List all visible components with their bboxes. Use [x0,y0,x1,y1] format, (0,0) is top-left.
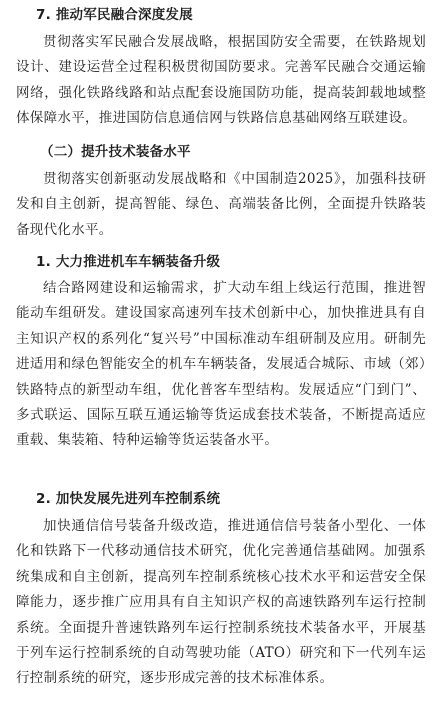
section-paragraph-rolling-stock: 结合路网建设和运输需求，扩大动车组上线运行范围，推进智能动车组研发。建设国家高速列车技术创新中心，加快推进具有自主知识产权的系列化“复兴号”中国标准动车组研制及应用。研制先进适用和绿色智能安全的机车车辆装备，发展适合城际、市域（郊）铁路特点的新型动车组，优化普客车型结构。发展适应“门到门”、多式联运、国际互联互通运输等货运成套技术装备，不断提高适应重载、集装箱、特种运输等货运装备水平。 [16,280,426,449]
section-paragraph-train-control: 加快通信信号装备升级改造，推进通信信号装备小型化、一体化和铁路下一代移动通信技术研究，优化完善通信基础网。加强系统集成和自主创新，提高列车控制系统核心技术水平和运营安全保障能力，逐步推广应用具有自主知识产权的高速铁路列车运行控制系统。全面提升普速铁路列车运行控制系统技术装备水平，开展基于列车运行控制系统的自动驾驶功能（ATO）研究和下一代列车运行控制系统的研究，逐步形成完善的技术标准体系。 [16,518,426,687]
section-heading-military-civil-integration: 7. 推动军民融合深度发展 [36,7,193,23]
section-paragraph-tech-equipment: 贯彻落实创新驱动发展战略和《中国制造2025》，加强科技研发和自主创新，提高智能、绿色、高端装备比例，全面提升铁路装备现代化水平。 [16,171,426,238]
section-paragraph-military-civil-integration: 贯彻落实军民融合发展战略，根据国防安全需要，在铁路规划设计、建设运营全过程积极贯彻国防要求。完善军民融合交通运输网络，强化铁路线路和站点配套设施国防功能，提高装卸载地域整体保障水平，推进国防信息通信网与铁路信息基础网络互联建设。 [16,34,426,127]
section-heading-rolling-stock: 1. 大力推进机车车辆装备升级 [36,254,221,270]
section-heading-tech-equipment: （二）提升技术装备水平 [40,144,191,160]
section-heading-train-control: 2. 加快发展先进列车控制系统 [36,491,221,507]
